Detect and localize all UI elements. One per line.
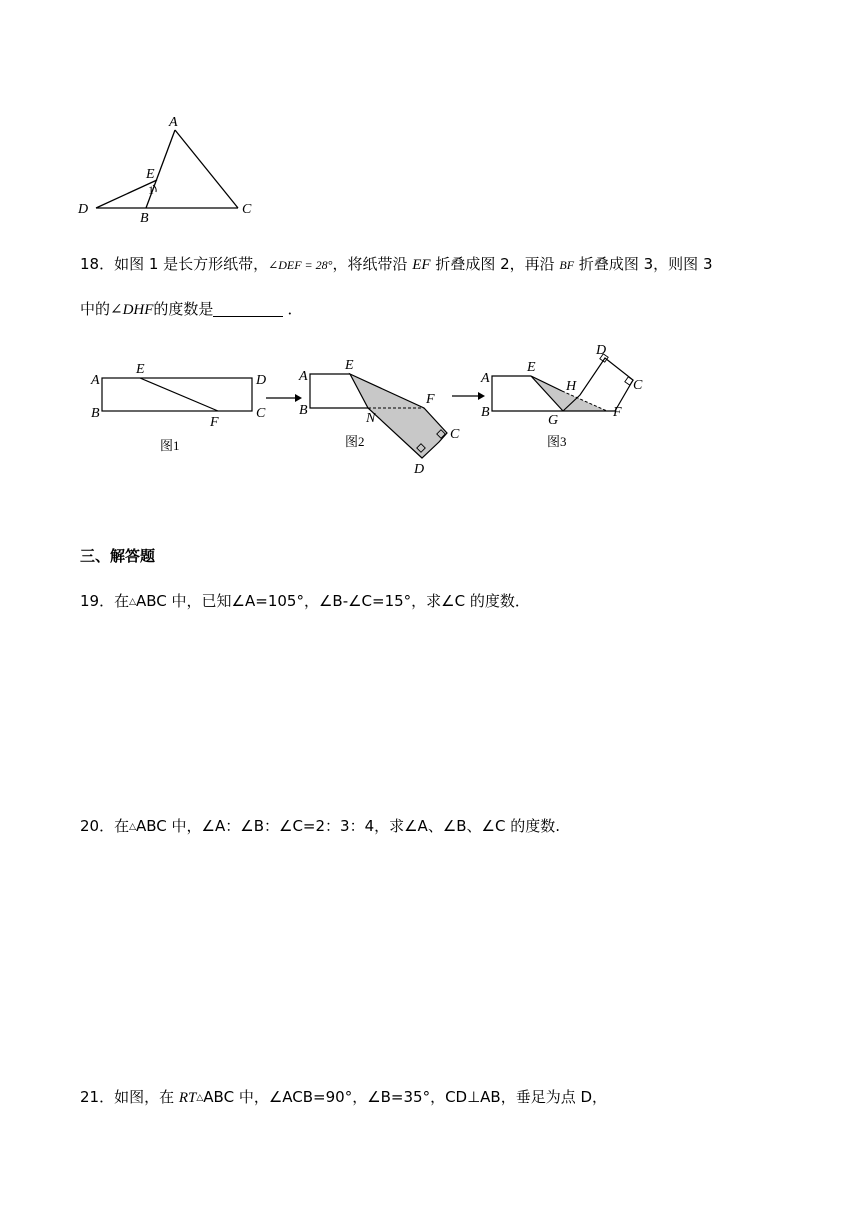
fig2-label-n: N xyxy=(366,411,376,426)
figure-triangle-top xyxy=(70,110,270,225)
fig3-label-e: E xyxy=(527,360,536,375)
fig1-label-e: E xyxy=(136,362,145,377)
q18-line2-end: ． xyxy=(287,300,303,318)
label-e: E xyxy=(146,167,155,182)
label-d: D xyxy=(78,202,89,217)
fig3-label-c: C xyxy=(633,378,643,393)
q18-bf: BF xyxy=(559,258,575,272)
triangle-symbol: △ xyxy=(129,822,137,832)
label-a: A xyxy=(169,115,178,130)
fig3-label-d: D xyxy=(596,343,607,358)
fig2-caption: 图2 xyxy=(345,434,365,449)
fig3-label-a: A xyxy=(481,371,490,386)
q21-post: ABC 中，∠ACB=90°，∠B=35°，CD⊥AB，垂足为点 D， xyxy=(203,1088,608,1106)
question-18-line1 xyxy=(80,254,713,275)
label-c: C xyxy=(242,202,252,217)
q18-dhf: ∠DHF xyxy=(110,302,154,318)
q19-pre: 19．在 xyxy=(80,592,130,610)
fig1-label-a: A xyxy=(91,373,100,388)
q18-ef: EF xyxy=(412,257,431,273)
q18-text-b: ，将纸带沿 xyxy=(332,255,413,273)
fig1-label-c: C xyxy=(256,406,266,421)
question-19 xyxy=(80,591,530,612)
question-18-line2 xyxy=(80,299,302,320)
q18-text-a: 18．如图 1 是长方形纸带， xyxy=(80,255,269,273)
q21-pre: 21．如图，在 xyxy=(80,1088,179,1106)
q19-post: ABC 中，已知∠A=105°，∠B-∠C=15°，求∠C 的度数． xyxy=(136,592,530,610)
question-20 xyxy=(80,816,560,837)
fig1-label-d: D xyxy=(256,373,267,388)
label-b: B xyxy=(140,211,149,225)
triangle-symbol: △ xyxy=(196,1093,204,1103)
fig3-label-g: G xyxy=(548,413,559,428)
fig3-label-b: B xyxy=(481,405,490,420)
section-heading: 三、解答题 xyxy=(80,547,156,565)
answer-blank[interactable] xyxy=(213,301,283,317)
figure-folding xyxy=(80,340,680,485)
question-21 xyxy=(80,1087,607,1108)
fig2-label-b: B xyxy=(299,403,308,418)
q18-angle-expr: ∠DEF = 28° xyxy=(268,258,333,272)
fig2-label-e: E xyxy=(345,358,354,373)
fig2-label-a: A xyxy=(299,369,308,384)
fig1-caption: 图1 xyxy=(160,438,180,453)
fig2-label-f: F xyxy=(426,392,435,407)
fig1-label-f: F xyxy=(210,415,219,430)
fig3-label-h: H xyxy=(566,379,577,394)
fig3-caption: 图3 xyxy=(547,434,567,449)
q18-text-c: 折叠成图 2，再沿 xyxy=(430,255,560,273)
label-1: 1 xyxy=(148,183,154,197)
q21-rt: RT xyxy=(178,1090,197,1106)
fig2-label-c: C xyxy=(450,427,460,442)
q20-pre: 20．在 xyxy=(80,817,130,835)
q20-post: ABC 中，∠A：∠B：∠C=2：3：4，求∠A、∠B、∠C 的度数. xyxy=(136,817,561,835)
q18-text-d: 折叠成图 3，则图 3 xyxy=(574,255,713,273)
q18-line2-pre: 中的 xyxy=(80,300,111,318)
triangle-symbol: △ xyxy=(129,597,137,607)
fig3-label-f: F xyxy=(613,405,622,420)
fig2-label-d: D xyxy=(414,462,425,477)
fig1-label-b: B xyxy=(91,406,100,421)
q18-line2-post: 的度数是 xyxy=(153,300,214,318)
